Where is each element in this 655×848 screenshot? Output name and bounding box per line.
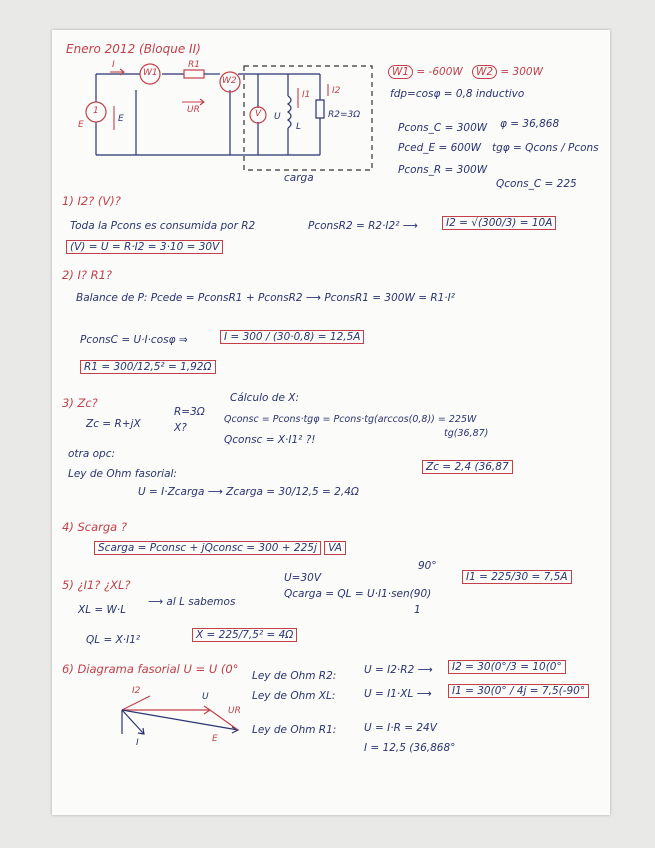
label-V: V [255,109,262,119]
sec3-ohm2: U = I·Zcarga ⟶ Zcarga = 30/12,5 = 2,4Ω [138,486,359,498]
sec1-i2-result: I2 = √(300/3) = 10A [442,216,556,230]
sec3-heading: 3) Zc? [62,396,98,410]
given-tg: tgφ = Qcons / Pcons [492,142,599,154]
label-U: U [274,112,281,122]
sec5-ninety: 90° [418,560,437,572]
phasor-label-U: U [202,692,209,702]
phasor-label-E: E [212,734,218,744]
sec3-zc-result: Zc = 2,4 (36,87 [422,460,513,474]
sec5-heading: 5) ¿I1? ¿XL? [62,578,131,592]
label-E: E [78,120,84,130]
sec5-q: Qcarga = QL = U·I1·sen(90) [284,588,432,600]
sec6-l2: Ley de Ohm XL: [252,690,336,702]
label-W1: W1 [143,68,158,78]
sec3-r: R=3Ω [174,406,205,418]
sec6-l1b: U = I2·R2 ⟶ [364,664,433,676]
sec5-line1b: ⟶ al L sabemos [148,596,236,608]
phasor-label-I2: I2 [132,686,141,696]
sec3-q2: Qconsc = X·I1² ?! [224,434,316,446]
sec3-calc: Cálculo de X: [230,392,299,404]
given-w1: W1 = -600W [388,66,463,78]
label-I1: I1 [302,90,311,100]
sec1-v-result: (V) = U = R·I2 = 3·10 = 30V [66,240,223,254]
sec6-l2b: U = I1·XL ⟶ [364,688,432,700]
sec5-line1a: XL = W·L [78,604,127,616]
sec5-x-result: X = 225/7,5² = 4Ω [192,628,297,642]
sec6-i2-result: I2 = 30(0°/3 = 10(0° [448,660,566,674]
sec1-line1b: PconsR2 = R2·I2² ⟶ [308,220,418,232]
sec3-line1: Zc = R+jX [86,418,141,430]
label-E-inner: E [118,114,124,124]
label-I: I [112,60,115,70]
sec6-l1: Ley de Ohm R2: [252,670,337,682]
given-w2: W2 = 300W [472,66,543,78]
sec2-heading: 2) I? R1? [62,268,113,282]
label-I2: I2 [332,86,341,96]
sec3-ohm: Ley de Ohm fasorial: [68,468,177,480]
circuit-diagram [52,30,610,230]
label-one: 1 [93,106,99,116]
sec2-line2a: PconsC = U·I·cosφ ⇒ [80,334,188,346]
sec3-q1: Qconsc = Pcons·tgφ = Pcons·tg(arccos(0,8)) = 225W [224,414,477,425]
sec6-l3: Ley de Ohm R1: [252,724,337,736]
given-pcons-c: Pcons_C = 300W [398,122,488,134]
sec6-i1-result: I1 = 30(0° / 4j = 7,5(-90° [448,684,589,698]
sec2-line1: Balance de P: Pcede = PconsR1 + PconsR2 ⟶ PconsR1 = 300W = R1·I² [76,292,455,304]
label-R1: R1 [188,60,200,70]
phasor-label-UR: UR [228,706,241,716]
page-title: Enero 2012 (Bloque II) [66,42,201,56]
sec3-q1b: tg(36,87) [444,428,489,439]
sec4-line: Scarga = Pconsc + jQconsc = 300 + 225j VA [94,542,346,554]
sec5-u: U=30V [284,572,322,584]
sec2-i-result: I = 300 / (30·0,8) = 12,5A [220,330,364,344]
sec3-x: X? [174,422,187,434]
sec3-otra: otra opc: [68,448,116,460]
label-UR: UR [187,105,200,115]
given-fdp: fdp=cosφ = 0,8 inductivo [390,88,525,100]
sec1-line1: Toda la Pcons es consumida por R2 [70,220,256,232]
sec6-heading: 6) Diagrama fasorial U = U (0° [62,662,239,676]
sec6-l4: I = 12,5 (36,868° [364,742,456,754]
label-W2: W2 [222,76,237,86]
sec4-heading: 4) Scarga ? [62,520,127,534]
notebook-page [52,30,610,815]
label-carga: carga [284,172,314,184]
given-phi: φ = 36,868 [500,118,560,130]
label-L: L [296,122,302,132]
sec1-heading: 1) I2? (V)? [62,194,121,208]
sec5-line2a: QL = X·I1² [86,634,141,646]
given-pced-e: Pced_E = 600W [398,142,482,154]
label-R2: R2=3Ω [328,110,361,120]
phasor-label-I: I [136,738,139,748]
sec5-one: 1 [414,604,421,616]
sec2-r1-result: R1 = 300/12,5² = 1,92Ω [80,360,216,374]
sec6-l3b: U = I·R = 24V [364,722,437,734]
given-qcons-c: Qcons_C = 225 [496,178,577,190]
given-pcons-r: Pcons_R = 300W [398,164,488,176]
sec5-i1-result: I1 = 225/30 = 7,5A [462,570,572,584]
